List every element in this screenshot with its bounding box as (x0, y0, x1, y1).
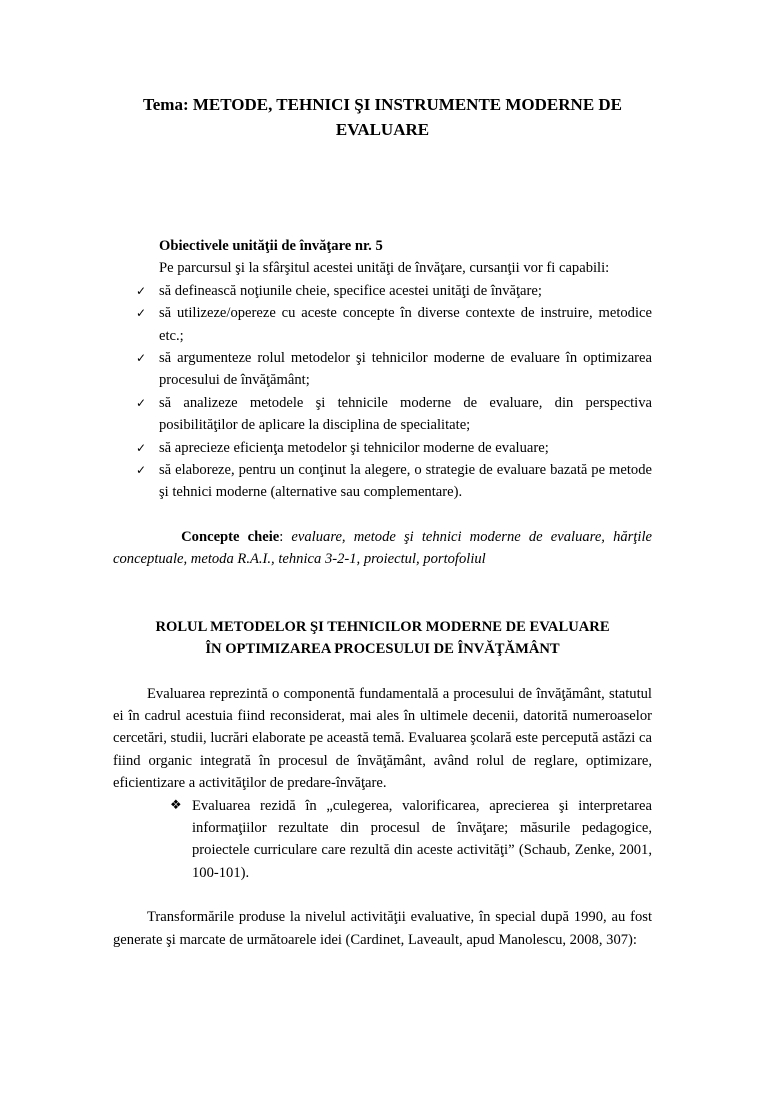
objective-text: să analizeze metodele şi tehnicile moderne de evaluare, din perspectiva posibilităţilor de aplicare la disciplina de specialitate; (159, 394, 652, 434)
section-title (113, 616, 652, 661)
objective-item (113, 437, 652, 459)
body-paragraph-1: Evaluarea reprezintă o componentă fundamentală a procesului de învăţământ, statutul ei în cadrul acestuia fiind reconsiderat, mai ales în ultimele decenii, datorită numeroaselor cercetări, studii, lucrări elaborate pe această temă. Evaluarea şcolară este percepută astăzi ca fiind organic integrată în procesul de învăţământ, având rolul de reglare, optimizare, eficientizare a activităţilor de predare-învăţare. (113, 685, 652, 792)
objectives-intro: Pe parcursul şi la sfârşitul acestei unităţi de învăţare, cursanţii vor fi capabili: (159, 260, 610, 277)
objective-text: să definească noţiunile cheie, specifice acestei unităţi de învăţare; (159, 282, 542, 299)
quote-text: Evaluarea rezidă în „culegerea, valorificarea, aprecierea şi interpretarea informaţiilor rezultate din procesul de învăţare; măsurile pedagogice, proiectele curriculare care rezultă din aceste activităţi” (Schaub, Zenke, 2001, 100-101). (192, 797, 652, 881)
check-icon: ✓ (136, 440, 147, 455)
objective-text: să elaboreze, pentru un conţinut la alegere, o strategie de evaluare bazată pe metode şi tehnici moderne (alternative sau complementare). (159, 462, 652, 501)
body-paragraph-2: Transformările produse la nivelul activităţii evaluative, în special după 1990, au fost generate şi marcate de următoarele idei (Cardinet, Laveault, apud Manolescu, 2008, 307): (113, 909, 652, 948)
check-icon: ✓ (136, 395, 147, 410)
quote-bullet-item (170, 795, 652, 885)
document-title (113, 92, 652, 142)
objective-text: să utilizeze/opereze cu aceste concepte în diverse contexte de instruire, metodice etc.; (159, 305, 652, 344)
check-icon: ✓ (136, 463, 147, 478)
key-concepts-separator: : (279, 528, 292, 545)
objectives-list (113, 280, 652, 504)
section-title-line-1: ROLUL METODELOR ŞI TEHNICILOR MODERNE DE EVALUARE (155, 618, 610, 635)
objective-item (113, 280, 652, 302)
objectives-heading: Obiectivele unităţii de învăţare nr. 5 (159, 238, 383, 254)
objective-item (113, 302, 652, 347)
diamond-bullet-icon: ❖ (170, 797, 182, 813)
objective-text: să argumenteze rolul metodelor şi tehnicilor moderne de evaluare în optimizarea procesului de învăţământ; (159, 350, 652, 389)
section-title-line-2: ÎN OPTIMIZAREA PROCESULUI DE ÎNVĂŢĂMÂNT (205, 641, 560, 658)
check-icon: ✓ (136, 283, 147, 298)
key-concepts-label: Concepte cheie (181, 528, 280, 545)
objective-text: să aprecieze eficienţa metodelor şi tehnicilor moderne de evaluare; (159, 439, 549, 456)
objective-item (113, 392, 652, 437)
key-concepts (113, 526, 652, 571)
document-page (0, 92, 768, 1116)
title-line-1: Tema: METODE, TEHNICI ŞI INSTRUMENTE MODERNE DE (142, 95, 623, 114)
key-concepts-terms: evaluare, metode şi tehnici moderne de evaluare, hărţile conceptuale, metoda R.A.I., tehnica 3-2-1, proiectul, portofoliul (113, 528, 652, 568)
check-icon: ✓ (136, 351, 147, 366)
title-line-2: EVALUARE (335, 120, 430, 139)
objective-item (113, 347, 652, 392)
objective-item (113, 459, 652, 504)
check-icon: ✓ (136, 306, 147, 321)
